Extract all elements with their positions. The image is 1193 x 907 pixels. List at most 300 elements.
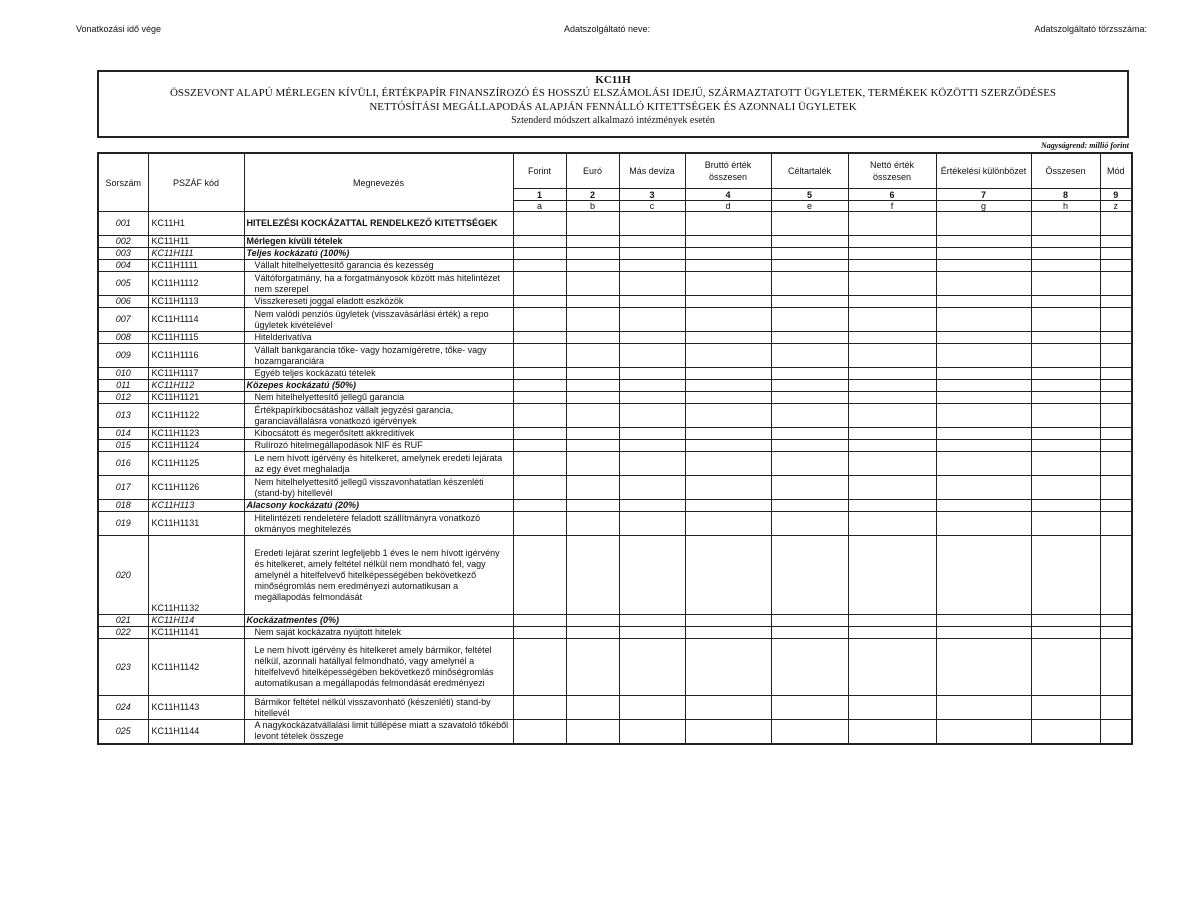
value-cell[interactable] (685, 332, 771, 344)
value-cell[interactable] (566, 308, 619, 332)
value-cell[interactable] (936, 404, 1031, 428)
value-cell[interactable] (848, 428, 936, 440)
value-cell[interactable] (685, 696, 771, 720)
col-header-value: Más deviza (619, 153, 685, 189)
value-cell[interactable] (936, 720, 1031, 744)
value-cell[interactable] (1100, 440, 1132, 452)
row-number: 020 (98, 536, 148, 615)
value-cell[interactable] (513, 212, 566, 236)
value-cell[interactable] (1031, 627, 1100, 639)
value-cell[interactable] (513, 392, 566, 404)
col-letter: e (771, 201, 848, 212)
row-code: KC11H1117 (148, 368, 244, 380)
value-cell[interactable] (685, 308, 771, 332)
row-description: Bármikor feltétel nélkül visszavonható (készenléti) stand-by hitellevél (244, 696, 513, 720)
value-cell[interactable] (1100, 639, 1132, 696)
value-cell[interactable] (848, 308, 936, 332)
value-cell[interactable] (619, 332, 685, 344)
col-letter: z (1100, 201, 1132, 212)
value-cell[interactable] (513, 404, 566, 428)
row-code: KC11H1126 (148, 476, 244, 500)
value-cell[interactable] (771, 392, 848, 404)
value-cell[interactable] (1031, 536, 1100, 615)
value-cell[interactable] (936, 296, 1031, 308)
value-cell[interactable] (936, 476, 1031, 500)
value-cell[interactable] (685, 476, 771, 500)
value-cell[interactable] (1031, 615, 1100, 627)
table-row (98, 248, 1132, 260)
value-cell[interactable] (513, 476, 566, 500)
value-cell[interactable] (619, 536, 685, 615)
table-row (98, 344, 1132, 368)
value-cell[interactable] (619, 720, 685, 744)
col-header-value: Értékelési különbözet (936, 153, 1031, 189)
row-number: 025 (98, 720, 148, 744)
value-cell[interactable] (619, 392, 685, 404)
value-cell[interactable] (848, 720, 936, 744)
row-description: A nagykockázatvállalási limit túllépése miatt a szavatoló tőkéből levont tételek összege (244, 720, 513, 744)
value-cell[interactable] (685, 272, 771, 296)
row-number: 003 (98, 248, 148, 260)
value-cell[interactable] (685, 236, 771, 248)
value-cell[interactable] (619, 380, 685, 392)
value-cell[interactable] (936, 500, 1031, 512)
value-cell[interactable] (771, 452, 848, 476)
value-cell[interactable] (1031, 452, 1100, 476)
value-cell[interactable] (936, 308, 1031, 332)
value-cell[interactable] (685, 296, 771, 308)
reporting-period-label: Vonatkozási idő vége (76, 24, 162, 34)
value-cell[interactable] (936, 696, 1031, 720)
value-cell[interactable] (771, 296, 848, 308)
value-cell[interactable] (848, 380, 936, 392)
row-code: KC11H1122 (148, 404, 244, 428)
value-cell[interactable] (619, 404, 685, 428)
value-cell[interactable] (771, 344, 848, 368)
value-cell[interactable] (513, 720, 566, 744)
value-cell[interactable] (513, 344, 566, 368)
row-code: KC11H1123 (148, 428, 244, 440)
value-cell[interactable] (566, 296, 619, 308)
value-cell[interactable] (513, 236, 566, 248)
value-cell[interactable] (848, 344, 936, 368)
value-cell[interactable] (1100, 615, 1132, 627)
value-cell[interactable] (936, 639, 1031, 696)
value-cell[interactable] (566, 615, 619, 627)
table-row (98, 332, 1132, 344)
value-cell[interactable] (1100, 404, 1132, 428)
value-cell[interactable] (513, 296, 566, 308)
value-cell[interactable] (1031, 308, 1100, 332)
value-cell[interactable] (513, 500, 566, 512)
value-cell[interactable] (685, 392, 771, 404)
value-cell[interactable] (619, 344, 685, 368)
value-cell[interactable] (566, 720, 619, 744)
value-cell[interactable] (566, 236, 619, 248)
value-cell[interactable] (513, 627, 566, 639)
value-cell[interactable] (685, 380, 771, 392)
value-cell[interactable] (566, 627, 619, 639)
row-code: KC11H1143 (148, 696, 244, 720)
col-number: 6 (848, 189, 936, 201)
value-cell[interactable] (848, 404, 936, 428)
value-cell[interactable] (513, 615, 566, 627)
value-cell[interactable] (936, 272, 1031, 296)
value-cell[interactable] (771, 308, 848, 332)
value-cell[interactable] (1031, 296, 1100, 308)
value-cell[interactable] (619, 368, 685, 380)
value-cell[interactable] (936, 440, 1031, 452)
row-code: KC11H113 (148, 500, 244, 512)
value-cell[interactable] (685, 500, 771, 512)
value-cell[interactable] (685, 627, 771, 639)
value-cell[interactable] (1100, 696, 1132, 720)
value-cell[interactable] (1031, 260, 1100, 272)
value-cell[interactable] (1031, 332, 1100, 344)
value-cell[interactable] (1031, 500, 1100, 512)
value-cell[interactable] (566, 404, 619, 428)
value-cell[interactable] (848, 500, 936, 512)
value-cell[interactable] (619, 428, 685, 440)
value-cell[interactable] (1100, 248, 1132, 260)
value-cell[interactable] (936, 380, 1031, 392)
value-cell[interactable] (1031, 236, 1100, 248)
value-cell[interactable] (1031, 272, 1100, 296)
row-number: 004 (98, 260, 148, 272)
value-cell[interactable] (513, 512, 566, 536)
table-row (98, 452, 1132, 476)
table-row (98, 720, 1132, 744)
value-cell[interactable] (1100, 452, 1132, 476)
value-cell[interactable] (936, 248, 1031, 260)
value-cell[interactable] (566, 452, 619, 476)
value-cell[interactable] (685, 428, 771, 440)
value-cell[interactable] (936, 332, 1031, 344)
table-row (98, 296, 1132, 308)
row-number: 002 (98, 236, 148, 248)
row-description: HITELEZÉSI KOCKÁZATTAL RENDELKEZŐ KITETTSÉGEK (244, 212, 513, 236)
value-cell[interactable] (1100, 296, 1132, 308)
row-description: Váltóforgatmány, ha a forgatmányosok között más hitelintézet nem szerepel (244, 272, 513, 296)
value-cell[interactable] (848, 452, 936, 476)
row-code: KC11H1124 (148, 440, 244, 452)
value-cell[interactable] (619, 272, 685, 296)
value-cell[interactable] (566, 476, 619, 500)
form-code: KC11H (595, 74, 631, 86)
col-header-value: Euró (566, 153, 619, 189)
value-cell[interactable] (513, 332, 566, 344)
row-description: Közepes kockázatú (50%) (244, 380, 513, 392)
value-cell[interactable] (848, 332, 936, 344)
table-row (98, 260, 1132, 272)
row-code: KC11H1142 (148, 639, 244, 696)
value-cell[interactable] (848, 236, 936, 248)
value-cell[interactable] (566, 260, 619, 272)
value-cell[interactable] (1100, 476, 1132, 500)
value-cell[interactable] (936, 236, 1031, 248)
value-cell[interactable] (1100, 260, 1132, 272)
row-number: 007 (98, 308, 148, 332)
value-cell[interactable] (619, 512, 685, 536)
value-cell[interactable] (936, 627, 1031, 639)
value-cell[interactable] (619, 627, 685, 639)
row-number: 008 (98, 332, 148, 344)
col-letter: b (566, 201, 619, 212)
value-cell[interactable] (566, 500, 619, 512)
table-row (98, 512, 1132, 536)
value-cell[interactable] (848, 248, 936, 260)
value-cell[interactable] (513, 696, 566, 720)
row-number: 013 (98, 404, 148, 428)
value-cell[interactable] (936, 212, 1031, 236)
value-cell[interactable] (513, 428, 566, 440)
value-cell[interactable] (848, 536, 936, 615)
value-cell[interactable] (685, 452, 771, 476)
value-cell[interactable] (1100, 332, 1132, 344)
row-code: KC11H112 (148, 380, 244, 392)
value-cell[interactable] (848, 212, 936, 236)
value-cell[interactable] (513, 308, 566, 332)
row-code: KC11H1115 (148, 332, 244, 344)
value-cell[interactable] (513, 639, 566, 696)
value-cell[interactable] (566, 696, 619, 720)
value-cell[interactable] (936, 344, 1031, 368)
value-cell[interactable] (566, 440, 619, 452)
row-code: KC11H1131 (148, 512, 244, 536)
value-cell[interactable] (1100, 627, 1132, 639)
row-description: Visszkereseti joggal eladott eszközök (244, 296, 513, 308)
value-cell[interactable] (771, 696, 848, 720)
value-cell[interactable] (685, 440, 771, 452)
row-description: Le nem hívott igérvény és hitelkeret, amelynek eredeti lejárata az egy évet meghaladja (244, 452, 513, 476)
value-cell[interactable] (771, 720, 848, 744)
value-cell[interactable] (685, 368, 771, 380)
value-cell[interactable] (771, 248, 848, 260)
value-cell[interactable] (848, 639, 936, 696)
value-cell[interactable] (848, 476, 936, 500)
value-cell[interactable] (848, 627, 936, 639)
value-cell[interactable] (1100, 236, 1132, 248)
value-cell[interactable] (685, 212, 771, 236)
value-cell[interactable] (619, 260, 685, 272)
value-cell[interactable] (771, 260, 848, 272)
row-description: Nem saját kockázatra nyújtott hitelek (244, 627, 513, 639)
value-cell[interactable] (848, 392, 936, 404)
value-cell[interactable] (936, 428, 1031, 440)
value-cell[interactable] (848, 272, 936, 296)
value-cell[interactable] (1031, 476, 1100, 500)
value-cell[interactable] (1100, 428, 1132, 440)
value-cell[interactable] (1100, 536, 1132, 615)
value-cell[interactable] (513, 260, 566, 272)
value-cell[interactable] (513, 440, 566, 452)
value-cell[interactable] (771, 272, 848, 296)
value-cell[interactable] (513, 452, 566, 476)
value-cell[interactable] (771, 512, 848, 536)
value-cell[interactable] (771, 627, 848, 639)
value-cell[interactable] (1031, 404, 1100, 428)
value-cell[interactable] (848, 440, 936, 452)
value-cell[interactable] (771, 440, 848, 452)
value-cell[interactable] (685, 248, 771, 260)
value-cell[interactable] (936, 615, 1031, 627)
value-cell[interactable] (1031, 344, 1100, 368)
row-code: KC11H1112 (148, 272, 244, 296)
value-cell[interactable] (848, 368, 936, 380)
value-cell[interactable] (619, 476, 685, 500)
value-cell[interactable] (848, 260, 936, 272)
value-cell[interactable] (619, 308, 685, 332)
value-cell[interactable] (1031, 639, 1100, 696)
value-cell[interactable] (1031, 212, 1100, 236)
value-cell[interactable] (936, 512, 1031, 536)
form-title-line2: NETTÓSÍTÁSI MEGÁLLAPODÁS ALAPJÁN FENNÁLLÓ KITETTSÉGEK ÉS AZONNALI ÜGYLETEK (369, 101, 857, 113)
value-cell[interactable] (1031, 512, 1100, 536)
col-number: 3 (619, 189, 685, 201)
value-cell[interactable] (619, 500, 685, 512)
value-cell[interactable] (936, 536, 1031, 615)
value-cell[interactable] (1100, 344, 1132, 368)
value-cell[interactable] (513, 536, 566, 615)
row-description: Nem hitelhelyettesítő jellegű visszavonhatatlan készenléti (stand-by) hitellevél (244, 476, 513, 500)
table-row (98, 627, 1132, 639)
value-cell[interactable] (619, 615, 685, 627)
value-cell[interactable] (566, 344, 619, 368)
value-cell[interactable] (1100, 272, 1132, 296)
value-cell[interactable] (1100, 308, 1132, 332)
row-description: Egyéb teljes kockázatú tételek (244, 368, 513, 380)
value-cell[interactable] (619, 696, 685, 720)
value-cell[interactable] (771, 428, 848, 440)
value-cell[interactable] (1100, 500, 1132, 512)
value-cell[interactable] (566, 536, 619, 615)
value-cell[interactable] (848, 512, 936, 536)
value-cell[interactable] (771, 476, 848, 500)
row-number: 012 (98, 392, 148, 404)
value-cell[interactable] (1031, 720, 1100, 744)
value-cell[interactable] (1100, 512, 1132, 536)
value-cell[interactable] (936, 392, 1031, 404)
value-cell[interactable] (513, 380, 566, 392)
value-cell[interactable] (513, 248, 566, 260)
value-cell[interactable] (771, 236, 848, 248)
row-description: Mérlegen kívüli tételek (244, 236, 513, 248)
value-cell[interactable] (619, 236, 685, 248)
value-cell[interactable] (771, 500, 848, 512)
row-number: 010 (98, 368, 148, 380)
value-cell[interactable] (566, 512, 619, 536)
value-cell[interactable] (619, 452, 685, 476)
value-cell[interactable] (566, 332, 619, 344)
value-cell[interactable] (771, 615, 848, 627)
form-title-line1: ÖSSZEVONT ALAPÚ MÉRLEGEN KÍVÜLI, ÉRTÉKPAPÍR FINANSZÍROZÓ ÉS HOSSZÚ ELSZÁMOLÁSI IDEJŰ, SZÁRMAZTATOTT ÜGYLETEK, TERMÉKEK KÖZÖTTI SZERZŐDÉSES (169, 87, 1057, 99)
col-number: 1 (513, 189, 566, 201)
value-cell[interactable] (685, 404, 771, 428)
provider-name-label: Adatszolgáltató neve: (564, 24, 651, 34)
row-code: KC11H1111 (148, 260, 244, 272)
col-letter: d (685, 201, 771, 212)
table-row (98, 536, 1132, 615)
value-cell[interactable] (566, 639, 619, 696)
value-cell[interactable] (1100, 368, 1132, 380)
value-cell[interactable] (685, 720, 771, 744)
value-cell[interactable] (1031, 380, 1100, 392)
value-cell[interactable] (1031, 368, 1100, 380)
value-cell[interactable] (771, 380, 848, 392)
value-cell[interactable] (936, 452, 1031, 476)
col-letter: a (513, 201, 566, 212)
value-cell[interactable] (619, 212, 685, 236)
value-cell[interactable] (848, 615, 936, 627)
col-number: 5 (771, 189, 848, 201)
value-cell[interactable] (1031, 696, 1100, 720)
value-cell[interactable] (1031, 392, 1100, 404)
value-cell[interactable] (936, 260, 1031, 272)
col-header-sorszam: Sorszám (98, 153, 148, 212)
value-cell[interactable] (513, 368, 566, 380)
value-cell[interactable] (566, 212, 619, 236)
table-row (98, 236, 1132, 248)
value-cell[interactable] (619, 296, 685, 308)
value-cell[interactable] (771, 404, 848, 428)
value-cell[interactable] (566, 380, 619, 392)
value-cell[interactable] (513, 272, 566, 296)
row-description: Hitelderivatíva (244, 332, 513, 344)
row-number: 021 (98, 615, 148, 627)
value-cell[interactable] (1100, 212, 1132, 236)
row-description: Le nem hívott igérvény és hitelkeret amely bármikor, feltétel nélkül, azonnali hatállyal felmondható, vagy amelynél a hitelfelvevő hitelképességében bekövetkező minőségromlás automatikusan a megállapodás felmondását eredményezi (244, 639, 513, 696)
value-cell[interactable] (619, 248, 685, 260)
value-cell[interactable] (685, 344, 771, 368)
value-cell[interactable] (685, 512, 771, 536)
value-cell[interactable] (1100, 392, 1132, 404)
value-cell[interactable] (566, 428, 619, 440)
table-row (98, 476, 1132, 500)
value-cell[interactable] (771, 332, 848, 344)
value-cell[interactable] (771, 639, 848, 696)
value-cell[interactable] (566, 368, 619, 380)
row-description: Vállalt bankgarancia tőke- vagy hozamígéretre, tőke- vagy hozamgaranciára (244, 344, 513, 368)
row-number: 014 (98, 428, 148, 440)
value-cell[interactable] (1031, 440, 1100, 452)
value-cell[interactable] (566, 392, 619, 404)
row-number: 022 (98, 627, 148, 639)
value-cell[interactable] (619, 639, 685, 696)
value-cell[interactable] (936, 368, 1031, 380)
value-cell[interactable] (685, 260, 771, 272)
value-cell[interactable] (1031, 428, 1100, 440)
value-cell[interactable] (771, 212, 848, 236)
value-cell[interactable] (566, 248, 619, 260)
value-cell[interactable] (566, 272, 619, 296)
value-cell[interactable] (685, 639, 771, 696)
value-cell[interactable] (685, 536, 771, 615)
value-cell[interactable] (1100, 720, 1132, 744)
value-cell[interactable] (1100, 380, 1132, 392)
value-cell[interactable] (771, 536, 848, 615)
value-cell[interactable] (771, 368, 848, 380)
table-row (98, 380, 1132, 392)
row-number: 019 (98, 512, 148, 536)
value-cell[interactable] (685, 615, 771, 627)
value-cell[interactable] (619, 440, 685, 452)
value-cell[interactable] (848, 296, 936, 308)
value-cell[interactable] (848, 696, 936, 720)
row-description: Hitelintézeti rendeletére feladott szállítmányra vonatkozó okmányos meghitelezés (244, 512, 513, 536)
table-row (98, 368, 1132, 380)
row-code: KC11H1132 (148, 536, 244, 615)
value-cell[interactable] (1031, 248, 1100, 260)
